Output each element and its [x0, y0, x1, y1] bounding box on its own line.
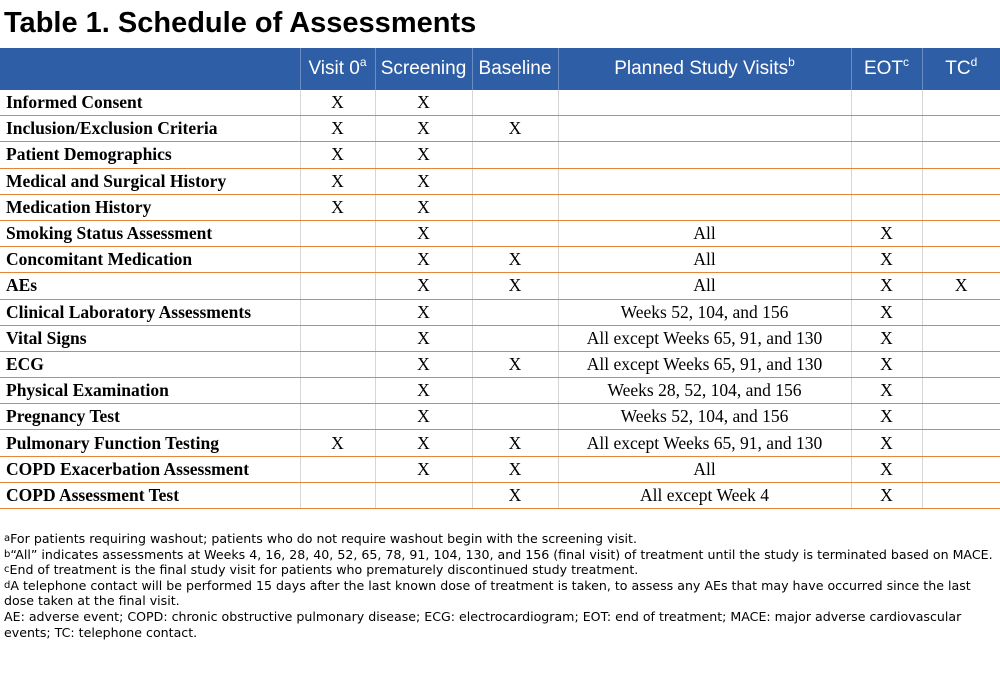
column-header-label: Baseline [478, 58, 552, 79]
table-cell: X [375, 456, 472, 482]
column-header [922, 48, 1000, 90]
footnote-text: “All” indicates assessments at Weeks 4, 16, 28, 40, 52, 65, 78, 91, 104, 130, and 156 (final visit) of treatment until the study is terminated based on MACE. [10, 546, 993, 562]
table-cell: X [472, 273, 558, 299]
table-cell [922, 90, 1000, 116]
footnote [4, 578, 994, 609]
column-header-label: Planned Study Visits [614, 58, 789, 79]
table-cell: All [558, 247, 851, 273]
footnote-mark: a [4, 533, 11, 544]
table-cell [851, 168, 922, 194]
footnote-text: End of treatment is the final study visit for patients who prematurely discontinued study treatment. [9, 562, 639, 578]
table-title: Table 1. Schedule of Assessments [4, 7, 477, 39]
table-row [0, 430, 1000, 456]
table-body [0, 90, 1000, 509]
table-cell [922, 482, 1000, 508]
table-cell [922, 142, 1000, 168]
table-cell: X [300, 90, 375, 116]
table-cell [558, 168, 851, 194]
table-cell [472, 220, 558, 246]
table-cell: X [851, 378, 922, 404]
table-cell: All except Weeks 65, 91, and 130 [558, 325, 851, 351]
table-cell [922, 168, 1000, 194]
footnote [4, 609, 994, 640]
table-cell: X [375, 351, 472, 377]
row-label: Smoking Status Assessment [0, 220, 300, 246]
table-cell [472, 90, 558, 116]
table-cell [558, 142, 851, 168]
column-header [472, 48, 558, 90]
table-cell [922, 116, 1000, 142]
row-label: Pregnancy Test [0, 404, 300, 430]
table-cell [300, 273, 375, 299]
table-row [0, 220, 1000, 246]
schedule-table [0, 48, 1000, 509]
table-cell [558, 194, 851, 220]
footnote-mark: c [4, 564, 10, 576]
row-label: Medical and Surgical History [0, 168, 300, 194]
table-cell: X [851, 273, 922, 299]
table-cell [375, 482, 472, 508]
table-cell: X [851, 404, 922, 430]
table-cell: X [851, 325, 922, 351]
table-cell [851, 142, 922, 168]
table-cell: X [300, 142, 375, 168]
table-cell: X [472, 482, 558, 508]
table-cell [922, 325, 1000, 351]
table-cell: All [558, 456, 851, 482]
footnote-mark: b [4, 548, 11, 560]
table-cell: X [851, 482, 922, 508]
table-cell [472, 168, 558, 194]
table-cell: X [375, 299, 472, 325]
table-cell: X [851, 456, 922, 482]
table-cell: X [472, 351, 558, 377]
table-cell [922, 404, 1000, 430]
column-header-footnote-mark: c [903, 55, 910, 69]
footnote [4, 547, 994, 563]
table-cell [300, 351, 375, 377]
table-row [0, 325, 1000, 351]
table-cell: X [300, 116, 375, 142]
column-header [851, 48, 922, 90]
footnote-text: AE: adverse event; COPD: chronic obstructive pulmonary disease; ECG: electrocardiogram; EOT: end of treatment; MACE: major adverse cardiovascular events; TC: telephone contact. [4, 608, 962, 640]
table-row [0, 142, 1000, 168]
table-cell [300, 247, 375, 273]
table-row [0, 194, 1000, 220]
table-row [0, 482, 1000, 508]
table-row [0, 404, 1000, 430]
table-cell: All [558, 220, 851, 246]
table-cell [922, 220, 1000, 246]
table-cell [922, 299, 1000, 325]
table-cell: X [472, 116, 558, 142]
row-label: Physical Examination [0, 378, 300, 404]
table-cell [851, 116, 922, 142]
row-label: Clinical Laboratory Assessments [0, 299, 300, 325]
table-cell: X [375, 194, 472, 220]
column-header [300, 48, 375, 90]
column-header-footnote-mark: a [359, 55, 367, 69]
table-cell [472, 142, 558, 168]
column-header-footnote-mark: b [788, 55, 795, 69]
table-cell: Weeks 52, 104, and 156 [558, 404, 851, 430]
column-header [375, 48, 472, 90]
table-cell [472, 194, 558, 220]
table-cell: X [375, 220, 472, 246]
table-cell: X [300, 168, 375, 194]
table-cell: X [472, 456, 558, 482]
row-label: COPD Exacerbation Assessment [0, 456, 300, 482]
row-label: Medication History [0, 194, 300, 220]
table-cell [851, 194, 922, 220]
table-cell [300, 482, 375, 508]
table-cell [472, 325, 558, 351]
footnote-mark: d [4, 579, 11, 591]
table-cell: X [851, 299, 922, 325]
row-label: COPD Assessment Test [0, 482, 300, 508]
table-cell: All except Weeks 65, 91, and 130 [558, 430, 851, 456]
table-cell: X [375, 325, 472, 351]
table-cell [300, 299, 375, 325]
table-cell [851, 90, 922, 116]
table-cell: X [472, 247, 558, 273]
table-cell [472, 404, 558, 430]
table-cell: X [851, 351, 922, 377]
table-cell: X [375, 168, 472, 194]
table-cell: X [922, 273, 1000, 299]
table-cell: X [375, 430, 472, 456]
table-cell: All [558, 273, 851, 299]
table-cell: X [375, 378, 472, 404]
table-row [0, 378, 1000, 404]
column-header [0, 48, 300, 90]
row-label: Concomitant Medication [0, 247, 300, 273]
table-cell [558, 116, 851, 142]
table-row [0, 456, 1000, 482]
column-header-label: Visit 0 [308, 58, 360, 79]
row-label: Informed Consent [0, 90, 300, 116]
table-row [0, 168, 1000, 194]
column-header [558, 48, 851, 90]
table-cell: X [375, 247, 472, 273]
table-cell: X [375, 273, 472, 299]
column-header-label: EOT [863, 58, 904, 79]
table-cell [922, 430, 1000, 456]
row-label: Inclusion/Exclusion Criteria [0, 116, 300, 142]
table-cell [300, 378, 375, 404]
table-row [0, 273, 1000, 299]
table-row [0, 247, 1000, 273]
table-cell: All except Weeks 65, 91, and 130 [558, 351, 851, 377]
table-cell [300, 456, 375, 482]
table-cell: X [375, 90, 472, 116]
table-cell: X [300, 194, 375, 220]
table-cell: X [851, 247, 922, 273]
table-cell [300, 325, 375, 351]
table-cell: X [472, 430, 558, 456]
row-label: ECG [0, 351, 300, 377]
column-header-footnote-mark: d [970, 55, 978, 69]
table-cell: X [375, 116, 472, 142]
table-cell [922, 194, 1000, 220]
table-cell: X [851, 220, 922, 246]
table-cell: X [300, 430, 375, 456]
row-label: Vital Signs [0, 325, 300, 351]
column-header-label: Screening [380, 58, 467, 79]
table-cell [922, 378, 1000, 404]
footnote-text: For patients requiring washout; patients who do not require washout begin with the screening visit. [10, 531, 637, 546]
table-cell: Weeks 52, 104, and 156 [558, 299, 851, 325]
table-cell [922, 247, 1000, 273]
table-cell [300, 220, 375, 246]
table-cell [472, 299, 558, 325]
table-cell [300, 404, 375, 430]
table-header-row [0, 48, 1000, 90]
table-cell [922, 351, 1000, 377]
table-row [0, 90, 1000, 116]
table-cell [558, 90, 851, 116]
row-label: Pulmonary Function Testing [0, 430, 300, 456]
row-label: Patient Demographics [0, 142, 300, 168]
table-cell: X [851, 430, 922, 456]
footnote [4, 531, 994, 547]
table-cell: All except Week 4 [558, 482, 851, 508]
footnote [4, 562, 994, 578]
table-row [0, 299, 1000, 325]
table-cell: X [375, 404, 472, 430]
table-row [0, 351, 1000, 377]
row-label: AEs [0, 273, 300, 299]
table-cell: X [375, 142, 472, 168]
footnotes [4, 531, 994, 640]
table-cell [922, 456, 1000, 482]
footnote-text: A telephone contact will be performed 15 days after the last known dose of treatment is taken, to assess any AEs that may have occurred since the last dose taken at the final visit. [4, 577, 971, 609]
column-header-label: TC [945, 58, 971, 79]
table-cell [472, 378, 558, 404]
table-cell: Weeks 28, 52, 104, and 156 [558, 378, 851, 404]
table-row [0, 116, 1000, 142]
